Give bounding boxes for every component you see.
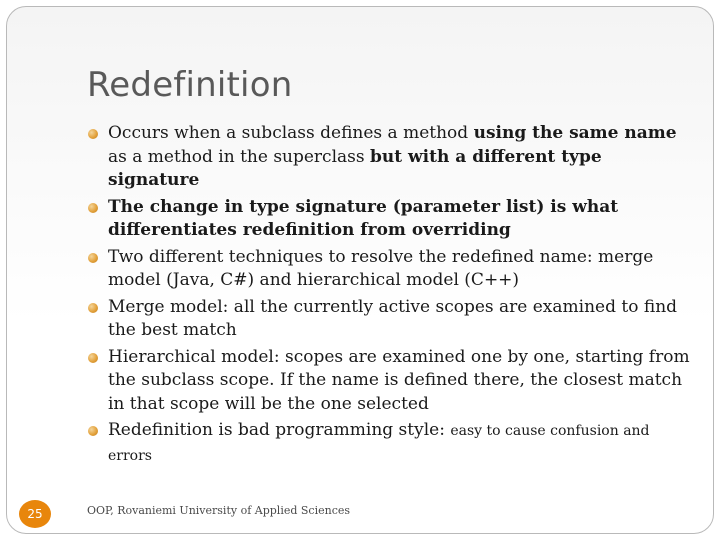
bullet-icon xyxy=(88,129,98,139)
bullet-item xyxy=(85,122,690,193)
bullet-text: Two different techniques to resolve the redefined name: merge model (Java, C#) and hierarchical model (C++) xyxy=(108,246,654,290)
bullet-bold-text: using the same name xyxy=(473,123,677,143)
bullet-bold-text: The change in type signature (parameter list) is what differentiates redefinition from overriding xyxy=(108,196,619,240)
bullet-item xyxy=(85,419,690,468)
bullet-list xyxy=(85,122,690,471)
bullet-icon xyxy=(88,203,98,213)
bullet-icon xyxy=(88,253,98,263)
bullet-text: Merge model: all the currently active scopes are examined to find the best match xyxy=(108,296,678,340)
bullet-item xyxy=(85,196,690,243)
page-number-badge: 25 xyxy=(19,500,51,528)
slide-title: Redefinition xyxy=(87,65,293,105)
bullet-bold-text: but with a different type signature xyxy=(108,146,602,190)
bullet-icon xyxy=(88,426,98,436)
bullet-text: Hierarchical model: scopes are examined one by one, starting from the subclass scope. If the name is defined there, the closest match in that scope will be the one selected xyxy=(108,346,690,414)
slide xyxy=(6,6,714,534)
bullet-item xyxy=(85,246,690,293)
bullet-item xyxy=(85,346,690,417)
bullet-text: as a method in the superclass xyxy=(108,146,371,167)
bullet-icon xyxy=(88,303,98,313)
footer-text: OOP, Rovaniemi University of Applied Sciences xyxy=(87,504,351,517)
bullet-item xyxy=(85,296,690,343)
bullet-text: Occurs when a subclass defines a method xyxy=(108,123,474,143)
bullet-small-text: easy to cause confusion and errors xyxy=(108,423,650,464)
bullet-icon xyxy=(88,353,98,363)
bullet-text: Redefinition is bad programming style: xyxy=(108,420,451,440)
